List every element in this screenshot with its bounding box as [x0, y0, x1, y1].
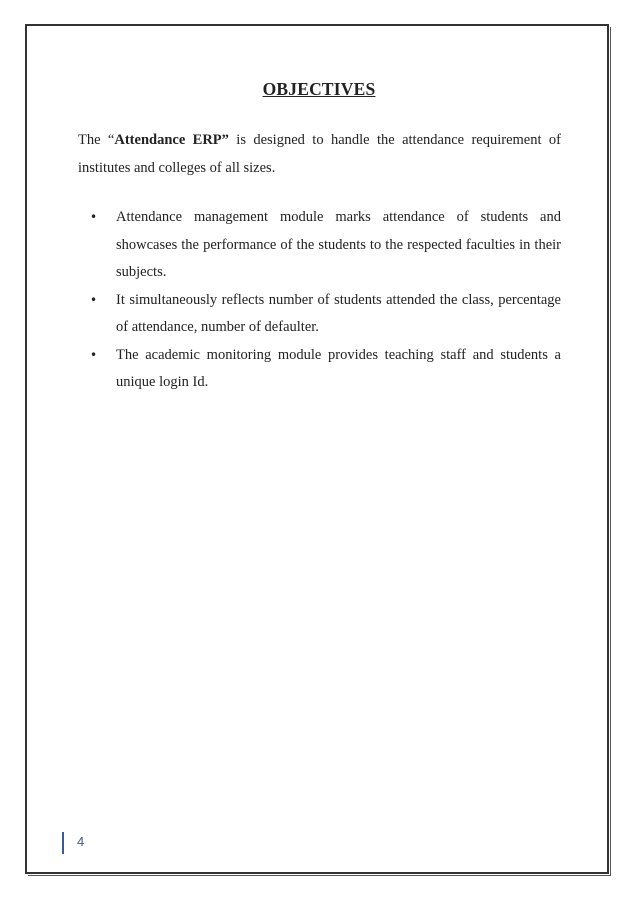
list-item-text: The academic monitoring module provides teaching staff and students a unique login Id.	[116, 346, 561, 390]
bullet-icon: •	[90, 210, 98, 224]
list-item-text: Attendance management module marks attendance of students and showcases the performance of the students to the respected faculties in their subjects.	[116, 209, 561, 280]
intro-emphasis: Attendance ERP”	[114, 132, 229, 148]
page-title: OBJECTIVES	[262, 79, 376, 99]
page-number: 4	[77, 834, 85, 849]
bullet-icon: •	[90, 347, 98, 362]
list-item	[90, 204, 561, 287]
objectives-list	[90, 204, 561, 397]
intro-line-1	[78, 126, 561, 154]
footer-accent-bar	[62, 832, 64, 854]
list-item	[90, 287, 561, 342]
intro-paragraph	[78, 126, 561, 182]
intro-line-2: institutes and colleges of all sizes.	[78, 160, 276, 176]
intro-prefix: The “	[78, 132, 115, 148]
intro-suffix: is designed to handle the attendance requirement of	[228, 132, 561, 148]
list-item	[90, 342, 561, 397]
bullet-icon: •	[90, 292, 98, 307]
list-item-text: It simultaneously reflects number of students attended the class, percentage of attendance, number of defaulter.	[116, 291, 561, 335]
